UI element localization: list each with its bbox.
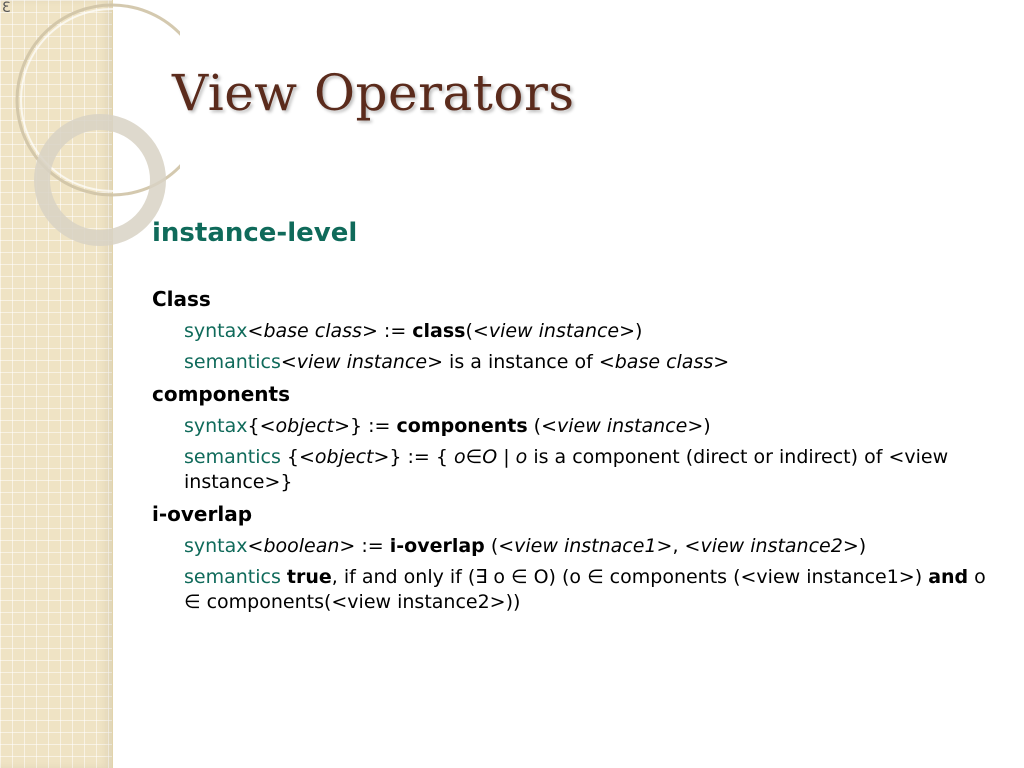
semantics-bold: and — [928, 566, 969, 588]
semantics-keyword: semantics — [184, 566, 281, 588]
semantics-text: | — [497, 446, 516, 468]
syntax-text: (< — [484, 535, 515, 557]
semantics-italic: o — [515, 446, 528, 468]
semantics-text: {< — [286, 446, 315, 468]
syntax-text: >) — [842, 535, 867, 557]
syntax-italic: view instnace1 — [514, 535, 657, 557]
semantics-italic: o — [454, 446, 466, 468]
semantics-keyword: semantics — [184, 351, 281, 373]
semantics-text: , if and only if (∃ o ∈ O) (o ∈ components (<view instance1>) — [331, 566, 929, 588]
syntax-text: < — [247, 535, 264, 557]
syntax-italic: boolean — [263, 535, 340, 557]
syntax-italic: view instance — [557, 415, 688, 437]
i-overlap-syntax — [184, 534, 1002, 559]
syntax-text: >} := — [334, 415, 397, 437]
class-semantics — [184, 350, 1002, 375]
semantics-italic: ∈O — [465, 446, 498, 468]
syntax-italic: object — [275, 415, 335, 437]
components-syntax — [184, 414, 1002, 439]
semantics-text: >} := { — [373, 446, 455, 468]
components-semantics — [184, 445, 1002, 495]
syntax-text: >) — [619, 320, 643, 342]
syntax-text: (< — [465, 320, 489, 342]
slide-title: View Operators — [172, 64, 575, 122]
class-syntax — [184, 319, 1002, 344]
term-heading-i-overlap: i-overlap — [152, 502, 253, 526]
semantics-text: < — [280, 351, 297, 373]
operator-name: i-overlap — [389, 535, 485, 557]
term-heading-class: Class — [152, 287, 211, 311]
syntax-text: < — [247, 320, 264, 342]
syntax-keyword: syntax — [184, 415, 248, 437]
syntax-italic: view instance — [488, 320, 620, 342]
semantics-text: > is a instance of < — [427, 351, 615, 373]
syntax-text: >) — [687, 415, 711, 437]
semantics-italic: base class — [614, 351, 714, 373]
semantics-keyword: semantics — [184, 446, 281, 468]
semantics-italic: object — [314, 446, 374, 468]
slide-body — [152, 216, 1002, 621]
syntax-text: {< — [247, 415, 276, 437]
syntax-keyword: syntax — [184, 535, 248, 557]
operator-name: components — [396, 415, 528, 437]
syntax-text: >, < — [656, 535, 701, 557]
semantics-text: > — [713, 351, 730, 373]
operator-name: class — [412, 320, 466, 342]
syntax-italic: base class — [263, 320, 362, 342]
i-overlap-semantics — [184, 565, 1002, 615]
section-title: instance-level — [152, 218, 358, 248]
semantics-text: o ∈ components(<view instance2>)) — [184, 566, 986, 613]
term-heading-components: components — [152, 382, 290, 406]
semantics-text: is a component (direct or indirect) of <view instance>} — [184, 446, 949, 493]
semantics-italic: view instance — [296, 351, 428, 373]
syntax-text: > := — [339, 535, 390, 557]
semantics-bold: true — [286, 566, 332, 588]
syntax-keyword: syntax — [184, 320, 248, 342]
syntax-italic: view instance2 — [700, 535, 843, 557]
syntax-text: (< — [527, 415, 558, 437]
slide-number: 3 — [2, 0, 11, 16]
syntax-text: > := — [361, 320, 413, 342]
